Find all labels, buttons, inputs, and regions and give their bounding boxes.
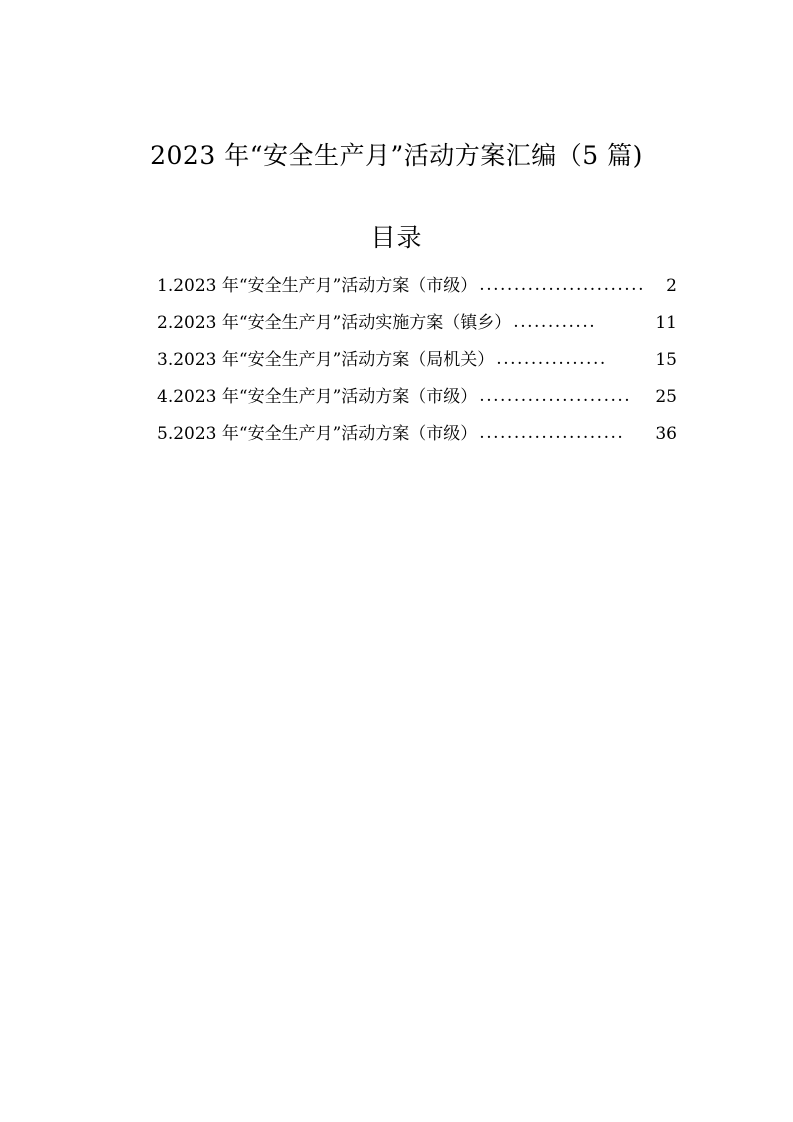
toc-entry-label: 2023 年“安全生产月”活动方案（市级） bbox=[173, 387, 478, 407]
toc-entry[interactable] bbox=[157, 342, 677, 379]
page-title: 2023 年“安全生产月”活动方案汇编（5 篇) bbox=[150, 141, 643, 170]
toc-page-number: 15 bbox=[655, 350, 677, 370]
toc-heading: 目录 bbox=[370, 223, 423, 252]
table-of-contents bbox=[157, 268, 677, 453]
toc-entry[interactable] bbox=[157, 416, 677, 453]
toc-entry[interactable] bbox=[157, 305, 677, 342]
toc-page-number: 36 bbox=[655, 424, 677, 444]
toc-page-number: 11 bbox=[655, 313, 677, 333]
toc-entry-index: 5. bbox=[157, 424, 174, 444]
toc-leader-dots: ............ bbox=[513, 312, 597, 332]
toc-leader-dots: ..................... bbox=[479, 423, 625, 443]
toc-entry-index: 4. bbox=[157, 387, 174, 407]
toc-leader-dots: ...................... bbox=[479, 386, 632, 406]
toc-entry-index: 2. bbox=[157, 313, 174, 333]
toc-page-number: 25 bbox=[655, 387, 677, 407]
toc-entry-label: 2023 年“安全生产月”活动方案（局机关） bbox=[173, 350, 495, 370]
toc-page-number: 2 bbox=[666, 276, 677, 296]
toc-leader-dots: ........................ bbox=[479, 275, 645, 295]
toc-entry-index: 3. bbox=[157, 350, 174, 370]
toc-leader-dots: ................ bbox=[496, 349, 607, 369]
toc-entry-label: 2023 年“安全生产月”活动方案（市级） bbox=[173, 276, 478, 296]
toc-entry-label: 2023 年“安全生产月”活动方案（市级） bbox=[173, 424, 478, 444]
toc-entry[interactable] bbox=[157, 379, 677, 416]
toc-entry-index: 1. bbox=[157, 276, 174, 296]
toc-entry-label: 2023 年“安全生产月”活动实施方案（镇乡） bbox=[173, 313, 512, 333]
toc-entry[interactable] bbox=[157, 268, 677, 305]
